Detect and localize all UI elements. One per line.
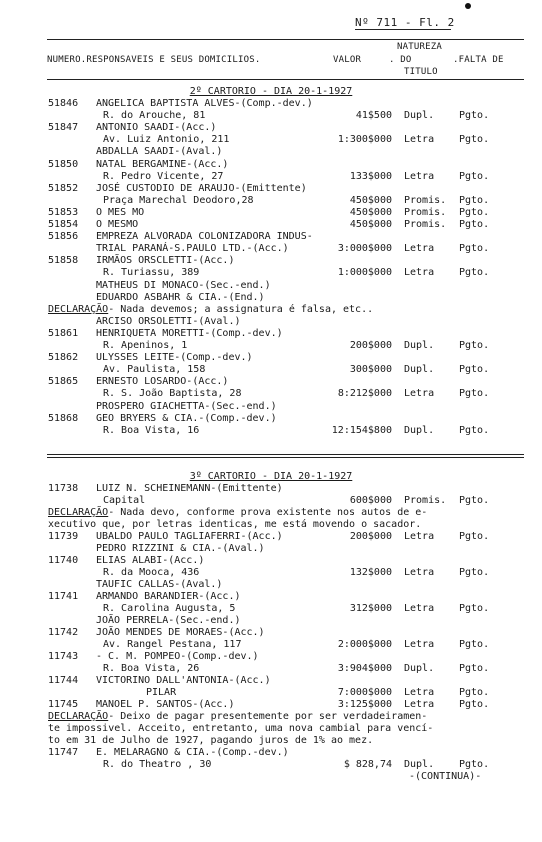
- entry-number: 51847: [48, 122, 79, 134]
- entry-text: R. Apeninos, 1: [103, 340, 188, 351]
- entry-line: [0, 110, 542, 122]
- entry-natureza: Promis.: [404, 206, 447, 218]
- entry-natureza: Letra: [404, 170, 435, 182]
- entry-natureza: Letra: [404, 243, 435, 255]
- entry-falta: Pgto.: [459, 639, 490, 650]
- entry-natureza: Letra: [404, 134, 435, 146]
- entry-line: [0, 280, 542, 292]
- header-top-rule: [47, 39, 524, 40]
- entry-number: 51862: [48, 352, 79, 364]
- entry-falta: Pgto.: [459, 495, 490, 506]
- entry-falta: Pgto.: [459, 110, 490, 122]
- entry-line: [0, 543, 542, 555]
- entry-line: [0, 340, 542, 352]
- entry-natureza: Letra: [404, 603, 435, 614]
- entry-valor: 1:000$000: [337, 267, 392, 279]
- entry-row-51861: [0, 328, 542, 340]
- entry-text: TRIAL PARANÁ-S.PAULO LTD.-(Acc.): [96, 243, 289, 255]
- entry-line: [0, 735, 542, 747]
- entry-number: 51858: [48, 255, 79, 267]
- entry-falta: Pgto.: [459, 687, 490, 698]
- entry-number: 51850: [48, 158, 79, 170]
- entry-natureza: Dupl.: [404, 340, 435, 351]
- entry-natureza: Promis.: [404, 495, 447, 506]
- entry-number: 11747: [48, 747, 79, 758]
- entry-valor: 300$000: [349, 364, 392, 376]
- entry-line: [0, 519, 542, 531]
- entry-falta: Pgto.: [459, 340, 490, 351]
- entry-text: ABDALLA SAADI-(Aval.): [96, 146, 223, 158]
- entry-line: [0, 304, 542, 316]
- entry-line: [0, 567, 542, 579]
- entry-row-11739: [0, 531, 542, 543]
- section-title-3-cartorio: 3º CARTORIO - DIA 20-1-1927: [189, 471, 353, 482]
- entry-number: 11744: [48, 675, 79, 686]
- header-titulo: TITULO: [404, 67, 438, 77]
- entry-text: EMPREZA ALVORADA COLONIZADORA INDUS-: [96, 231, 313, 243]
- entry-natureza: Dupl.: [404, 424, 435, 436]
- entry-line: [0, 495, 542, 507]
- entry-text: PROSPERO GIACHETTA-(Sec.-end.): [96, 400, 277, 412]
- entry-text: ANTONIO SAADI-(Acc.): [96, 122, 217, 134]
- section-divider-double: [47, 457, 524, 458]
- entry-natureza: Promis.: [404, 194, 447, 206]
- entry-row-11742: [0, 627, 542, 639]
- entry-line: [0, 146, 542, 158]
- entry-row-51850: [0, 159, 542, 171]
- entry-text: ANGELICA BAPTISTA ALVES-(Comp.-dev.): [96, 98, 313, 109]
- declaracao-text: DECLARAÇÃO- Deixo de pagar presentemente por ser verdadeiramen-: [48, 711, 428, 722]
- entry-text: Capital: [103, 495, 146, 506]
- continua-note: -(CONTINUA)-: [409, 771, 482, 782]
- entry-valor: 3:000$000: [337, 243, 392, 255]
- entry-text: - C. M. POMPEO-(Comp.-dev.): [96, 651, 259, 662]
- entry-row-51862: [0, 352, 542, 364]
- entry-natureza: Letra: [404, 699, 435, 710]
- entry-falta: Pgto.: [459, 243, 490, 255]
- entry-row-11743: [0, 651, 542, 663]
- entry-natureza: Letra: [404, 388, 435, 400]
- entry-number: 11738: [48, 483, 79, 494]
- entry-valor: 450$000: [349, 219, 392, 230]
- entry-natureza: Promis.: [404, 219, 447, 230]
- entry-text: JOSÉ CUSTODIO DE ARAUJO-(Emittente): [96, 182, 307, 194]
- entry-number: 51868: [48, 412, 79, 424]
- entry-falta: Pgto.: [459, 531, 490, 542]
- entry-text: O MES MO: [96, 206, 145, 218]
- entry-row-51853: [0, 207, 542, 219]
- entry-row-51868: [0, 413, 542, 425]
- entry-falta: Pgto.: [459, 194, 490, 206]
- entry-number: 11739: [48, 531, 79, 542]
- entry-text: LUIZ N. SCHEINEMANN-(Emittente): [96, 483, 283, 494]
- entry-text: R. Turiassu, 389: [103, 267, 200, 279]
- header-do: . DO: [389, 55, 412, 65]
- entry-line: [0, 687, 542, 699]
- entry-line: [0, 639, 542, 651]
- entry-row-51846: [0, 98, 542, 110]
- entry-falta: Pgto.: [459, 388, 490, 400]
- entry-falta: Pgto.: [459, 134, 490, 146]
- entry-text: ELIAS ALABI-(Acc.): [96, 555, 205, 566]
- entry-row-11744: [0, 675, 542, 687]
- entry-natureza: Letra: [404, 267, 435, 279]
- entry-number: 51856: [48, 231, 79, 243]
- entry-text: to em 31 de Julho de 1927, pagando juros de 1% ao mez.: [48, 735, 374, 746]
- entry-text: HENRIQUETA MORETTI-(Comp.-dev.): [96, 327, 283, 339]
- entry-line: [0, 663, 542, 675]
- entry-line: [0, 364, 542, 376]
- entry-falta: Pgto.: [459, 364, 490, 376]
- entry-valor: 200$000: [349, 340, 392, 351]
- entry-valor: 1:300$000: [337, 134, 392, 146]
- entry-line: [0, 316, 542, 328]
- entry-line: [0, 615, 542, 627]
- entry-number: 51854: [48, 219, 79, 230]
- entry-natureza: Letra: [404, 567, 435, 578]
- entry-line: [0, 603, 542, 615]
- header-responsaveis: NUMERO.RESPONSAVEIS E SEUS DOMICILIOS.: [47, 55, 261, 65]
- entry-line: [0, 507, 542, 519]
- section-divider: [47, 454, 524, 455]
- entry-text: R. Boa Vista, 16: [103, 424, 200, 436]
- entry-text: PEDRO RIZZINI & CIA.-(Aval.): [96, 543, 265, 554]
- entry-falta: Pgto.: [459, 567, 490, 578]
- entry-row-11740: [0, 555, 542, 567]
- entry-line: [0, 267, 542, 279]
- entry-valor: 312$000: [349, 603, 392, 614]
- entry-natureza: Dupl.: [404, 110, 435, 122]
- entry-text: IRMÃOS ORSCLETTI-(Acc.): [96, 255, 235, 267]
- entry-number: 11742: [48, 627, 79, 638]
- entry-text: MANOEL P. SANTOS-(Acc.): [96, 699, 235, 710]
- entry-text: Praça Marechal Deodoro,28: [103, 194, 254, 206]
- entry-text: ULYSSES LEITE-(Comp.-dev.): [96, 352, 253, 364]
- entry-line: [0, 243, 542, 255]
- entry-line: [0, 134, 542, 146]
- entry-text: R. S. João Baptista, 28: [103, 388, 242, 400]
- entry-valor: 3:904$000: [337, 663, 392, 674]
- entry-falta: Pgto.: [459, 663, 490, 674]
- entry-row-51854: [0, 219, 542, 231]
- entry-row-11741: [0, 591, 542, 603]
- entry-falta: Pgto.: [459, 424, 490, 436]
- entry-valor: 3:125$000: [337, 699, 392, 710]
- entry-falta: Pgto.: [459, 699, 490, 710]
- entry-number: 11743: [48, 651, 79, 662]
- entry-falta: Pgto.: [459, 603, 490, 614]
- entry-text: R. do Arouche, 81: [103, 110, 206, 122]
- entry-row-51856: [0, 231, 542, 243]
- ink-dot: [465, 3, 471, 9]
- entry-text: R. da Mooca, 436: [103, 567, 200, 578]
- section-title-2-cartorio: 2º CARTORIO - DIA 20-1-1927: [189, 86, 353, 97]
- entry-text: Av. Paulista, 158: [103, 364, 206, 376]
- entry-text: JOÃO MENDES DE MORAES-(Acc.): [96, 627, 265, 638]
- entry-valor: 450$000: [349, 194, 392, 206]
- entry-number: 51846: [48, 98, 79, 109]
- entry-text: TAUFIC CALLAS-(Aval.): [96, 579, 223, 590]
- entry-text: R. Carolina Augusta, 5: [103, 603, 236, 614]
- entry-row-51852: [0, 183, 542, 195]
- entry-text: UBALDO PAULO TAGLIAFERRI-(Acc.): [96, 531, 283, 542]
- entry-text: E. MELARAGNO & CIA.-(Comp.-dev.): [96, 747, 289, 758]
- entry-text: ARMANDO BARANDIER-(Acc.): [96, 591, 241, 602]
- entry-text: ERNESTO LOSARDO-(Acc.): [96, 376, 229, 388]
- entry-falta: Pgto.: [459, 219, 490, 230]
- entry-line: [0, 195, 542, 207]
- entry-number: 51865: [48, 376, 79, 388]
- entry-falta: Pgto.: [459, 170, 490, 182]
- entry-text: Av. Rangel Pestana, 117: [103, 639, 242, 650]
- entry-natureza: Dupl.: [404, 663, 435, 674]
- entry-valor: 450$000: [349, 206, 392, 218]
- entry-line: [0, 388, 542, 400]
- entry-line: [0, 711, 542, 723]
- entry-text: R. Boa Vista, 26: [103, 663, 200, 674]
- entry-valor: 7:000$000: [337, 687, 392, 698]
- entry-natureza: Dupl.: [404, 759, 435, 770]
- entry-falta: Pgto.: [459, 267, 490, 279]
- entry-text: EDUARDO ASBAHR & CIA.-(End.): [96, 291, 265, 303]
- entry-natureza: Letra: [404, 531, 435, 542]
- declaracao-text: DECLARAÇÃO- Nada devemos; a assignatura é falsa, etc..: [48, 303, 374, 315]
- entry-line: [0, 171, 542, 183]
- header-valor: VALOR: [333, 55, 362, 65]
- entry-row-51858: [0, 255, 542, 267]
- header-bottom-rule: [47, 79, 524, 80]
- entry-text: O MESMO: [96, 219, 139, 230]
- entry-valor: 8:212$000: [337, 388, 392, 400]
- entry-valor: 2:000$000: [337, 639, 392, 650]
- entry-line: [0, 425, 542, 437]
- entry-valor: 133$000: [349, 170, 392, 182]
- entry-number: 51852: [48, 182, 79, 194]
- entry-valor: 12:154$800: [331, 424, 392, 436]
- entry-text: Av. Luiz Antonio, 211: [103, 134, 230, 146]
- entry-number: 11745: [48, 699, 79, 710]
- entry-row-51847: [0, 122, 542, 134]
- entry-line: [0, 401, 542, 413]
- declaracao-text: DECLARAÇÃO- Nada devo, conforme prova existente nos autos de e-: [48, 507, 428, 518]
- entry-number: 11741: [48, 591, 79, 602]
- entry-valor: 132$000: [349, 567, 392, 578]
- entry-text: te impossivel. Acceito, entretanto, uma nova cambial para vencí-: [48, 723, 434, 734]
- entry-row-11745: [0, 699, 542, 711]
- entry-line: [0, 292, 542, 304]
- page-number: Nº 711 - Fl. 2: [355, 16, 455, 29]
- entry-valor: 200$000: [349, 531, 392, 542]
- entry-text: R. do Theatro , 30: [103, 759, 212, 770]
- entry-row-11747: [0, 747, 542, 759]
- entry-text: GEO BRYERS & CIA.-(Comp.-dev.): [96, 412, 277, 424]
- entry-text: ARCISO ORSOLETTI-(Aval.): [96, 315, 241, 327]
- entry-text: xecutivo que, por letras identicas, me está movendo o sacador.: [48, 519, 422, 530]
- entry-text: MATHEUS DI MONACO-(Sec.-end.): [96, 279, 271, 291]
- entry-natureza: Dupl.: [404, 364, 435, 376]
- entry-row-51865: [0, 376, 542, 388]
- entry-falta: Pgto.: [459, 206, 490, 218]
- entry-text: VICTORINO DALL'ANTONIA-(Acc.): [96, 675, 271, 686]
- header-natureza: NATUREZA: [397, 42, 442, 52]
- entry-line: [0, 579, 542, 591]
- entry-text: R. Pedro Vicente, 27: [103, 170, 224, 182]
- entry-falta: Pgto.: [459, 759, 490, 770]
- entry-row-11738: [0, 483, 542, 495]
- entry-line: [0, 723, 542, 735]
- entry-line: [0, 759, 542, 771]
- entry-text: JOÃO PERRELA-(Sec.-end.): [96, 615, 241, 626]
- entry-valor: 600$000: [349, 495, 392, 506]
- entry-text: NATAL BERGAMINE-(Acc.): [96, 158, 229, 170]
- entry-natureza: Letra: [404, 639, 435, 650]
- header-falta: .FALTA DE: [453, 55, 504, 65]
- entry-natureza: Letra: [404, 687, 435, 698]
- entry-number: 11740: [48, 555, 79, 566]
- entry-valor: $ 828,74: [343, 759, 392, 770]
- entry-number: 51861: [48, 327, 79, 339]
- page-number-underline: [355, 29, 451, 30]
- entry-valor: 41$500: [355, 110, 392, 122]
- entry-text: PILAR: [146, 687, 177, 698]
- entry-number: 51853: [48, 206, 79, 218]
